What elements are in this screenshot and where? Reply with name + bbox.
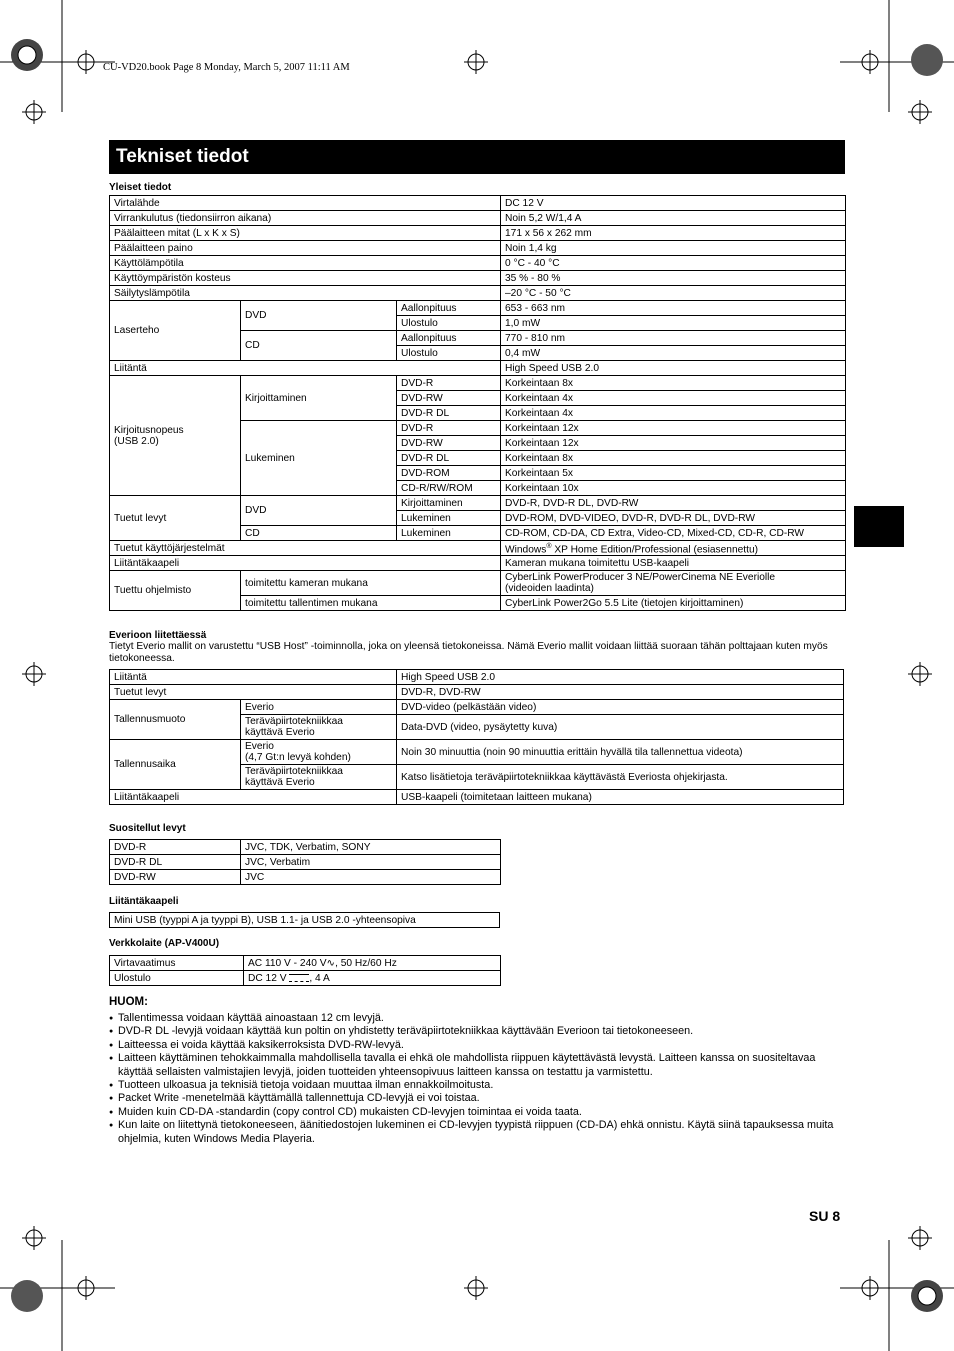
- table-row: Virrankulutus (tiedonsiirron aikana) Noin 5,2 W/1,4 A: [110, 211, 846, 226]
- book-info: CU-VD20.book Page 8 Monday, March 5, 2007 11:11 AM: [103, 62, 350, 73]
- table-row: CD Lukeminen CD-ROM, CD-DA, CD Extra, Video-CD, Mixed-CD, CD-R, CD-RW: [110, 526, 846, 541]
- table-row: DVD-RW Korkeintaan 12x: [110, 436, 846, 451]
- table-row: Liitäntä High Speed USB 2.0: [110, 670, 844, 685]
- notes-list: [109, 1012, 845, 1146]
- everio-spec-table: [109, 669, 844, 805]
- table-row: Tuettu ohjelmisto toimitettu kameran mukana CyberLink PowerProducer 3 NE/PowerCinema NE Everiolle (videoiden laadinta): [110, 571, 846, 596]
- general-heading: Yleiset tiedot: [109, 182, 172, 193]
- recommended-table: [109, 839, 501, 885]
- table-row: Päälaitteen mitat (L x K x S) 171 x 56 x 262 mm: [110, 226, 846, 241]
- dc-symbol-icon: [289, 974, 309, 982]
- table-row: Tuetut levyt DVD Kirjoittaminen DVD-R, DVD-R DL, DVD-RW: [110, 496, 846, 511]
- table-row: Teräväpiirtotekniikkaa käyttävä Everio Data-DVD (video, pysäytetty kuva): [110, 715, 844, 740]
- table-row: Lukeminen DVD-R Korkeintaan 12x: [110, 421, 846, 436]
- table-row: Laserteho DVD Aallonpituus 653 - 663 nm: [110, 301, 846, 316]
- table-row: Lukeminen DVD-ROM, DVD-VIDEO, DVD-R, DVD-R DL, DVD-RW: [110, 511, 846, 526]
- table-row: DVD-R DL Korkeintaan 4x: [110, 406, 846, 421]
- section-tab: [854, 506, 904, 547]
- table-row: Liitäntäkaapeli Kameran mukana toimitettu USB-kaapeli: [110, 556, 846, 571]
- table-row: DVD-R JVC, TDK, Verbatim, SONY: [110, 840, 501, 855]
- list-item: ● Laitteessa ei voida käyttää kaksikerroksista DVD-RW-levyä.: [109, 1039, 845, 1052]
- table-row: Käyttöympäristön kosteus 35 % - 80 %: [110, 271, 846, 286]
- table-row: DVD-R DL Korkeintaan 8x: [110, 451, 846, 466]
- everio-heading: Everioon liitettäessä: [109, 630, 207, 641]
- table-row: Säilytyslämpötila –20 °C - 50 °C: [110, 286, 846, 301]
- everio-intro: Tietyt Everio mallit on varustettu “USB Host” -toiminnolla, joka on yleensä tietokoneissa. Nämä Everio mallit voidaan liittää suoraan tähän polttajaan kuten myös tietokoneessa.: [109, 641, 828, 664]
- table-row: Tallennusmuoto Everio DVD-video (pelkästään video): [110, 700, 844, 715]
- table-row: Virtalähde DC 12 V: [110, 196, 846, 211]
- table-row: Tuetut käyttöjärjestelmät Windows® XP Home Edition/Professional (esiasennettu): [110, 541, 846, 556]
- general-spec-table: [109, 195, 846, 611]
- table-row: Kirjoitusnopeus (USB 2.0) Kirjoittaminen DVD-R Korkeintaan 8x: [110, 376, 846, 391]
- cable-table: [109, 912, 500, 928]
- table-row: CD Aallonpituus 770 - 810 nm: [110, 331, 846, 346]
- table-row: DVD-RW JVC: [110, 870, 501, 885]
- adapter-heading: Verkkolaite (AP-V400U): [109, 938, 220, 949]
- list-item: ● Laitteen käyttäminen tehokkaimmalla mahdollisella tavalla ei ehkä ole mahdollista riippuen käytettävästä levystä. Laitteen kanssa on suositeltavaa käyttää sellaisten valmistajien levyjä, joiden tuotteiden yhteensopivuus laitteen kanssa on testattu ja varmistettu.: [109, 1052, 845, 1079]
- list-item: ● Kun laite on liitettynä tietokoneeseen, äänitiedostojen lukeminen ei CD-levyjen tyypistä riippuen (CD-DA) ehkä onnistu. Käytä siinä tapauksessa muita ohjelmia, kuten Windows Media Playeria.: [109, 1119, 845, 1146]
- table-row: DVD-ROM Korkeintaan 5x: [110, 466, 846, 481]
- adapter-table: [109, 955, 501, 986]
- recommended-heading: Suositellut levyt: [109, 823, 186, 834]
- list-item: ● DVD-R DL -levyjä voidaan käyttää kun poltin on yhdistetty teräväpiirtotekniikkaa käyttävään Everioon tai tietokoneeseen.: [109, 1025, 845, 1038]
- table-row: Ulostulo 1,0 mW: [110, 316, 846, 331]
- list-item: ● Muiden kuin CD-DA -standardin (copy control CD) mukaisten CD-levyjen toimintaa ei voida taata.: [109, 1106, 845, 1119]
- table-row: Tuetut levyt DVD-R, DVD-RW: [110, 685, 844, 700]
- table-row: Päälaitteen paino Noin 1,4 kg: [110, 241, 846, 256]
- page-title: Tekniset tiedot: [109, 140, 845, 174]
- page-number: SU 8: [809, 1208, 841, 1224]
- table-row: Mini USB (tyyppi A ja tyyppi B), USB 1.1- ja USB 2.0 -yhteensopiva: [110, 913, 500, 928]
- table-row: Liitäntäkaapeli USB-kaapeli (toimitetaan laitteen mukana): [110, 790, 844, 805]
- table-row: Käyttölämpötila 0 °C - 40 °C: [110, 256, 846, 271]
- table-row: Teräväpiirtotekniikkaa käyttävä Everio Katso lisätietoja teräväpiirtotekniikkaa käyttävästä Everiosta ohjekirjasta.: [110, 765, 844, 790]
- table-row: DVD-RW Korkeintaan 4x: [110, 391, 846, 406]
- table-row: DVD-R DL JVC, Verbatim: [110, 855, 501, 870]
- table-row: CD-R/RW/ROM Korkeintaan 10x: [110, 481, 846, 496]
- table-row: toimitettu tallentimen mukana CyberLink Power2Go 5.5 Lite (tietojen kirjoittaminen): [110, 596, 846, 611]
- list-item: ● Tuotteen ulkoasua ja teknisiä tietoja voidaan muuttaa ilman ennakkoilmoitusta.: [109, 1079, 845, 1092]
- table-row: Tallennusaika Everio (4,7 Gt:n levyä kohden) Noin 30 minuuttia (noin 90 minuuttia erittäin hyvällä tila tallennettua videota): [110, 740, 844, 765]
- table-row: Ulostulo 0,4 mW: [110, 346, 846, 361]
- list-item: ● Packet Write -menetelmää käyttämällä tallennettuja CD-levyjä ei voi toistaa.: [109, 1092, 845, 1105]
- list-item: ● Tallentimessa voidaan käyttää ainoastaan 12 cm levyjä.: [109, 1012, 845, 1025]
- cable-heading: Liitäntäkaapeli: [109, 896, 179, 907]
- table-row: Liitäntä High Speed USB 2.0: [110, 361, 846, 376]
- table-row: Ulostulo DC 12 V , 4 A: [110, 971, 501, 986]
- notes-heading: HUOM:: [109, 996, 148, 1008]
- ac-symbol-icon: ∿: [326, 957, 336, 969]
- table-row: Virtavaatimus AC 110 V - 240 V∿, 50 Hz/60 Hz: [110, 956, 501, 971]
